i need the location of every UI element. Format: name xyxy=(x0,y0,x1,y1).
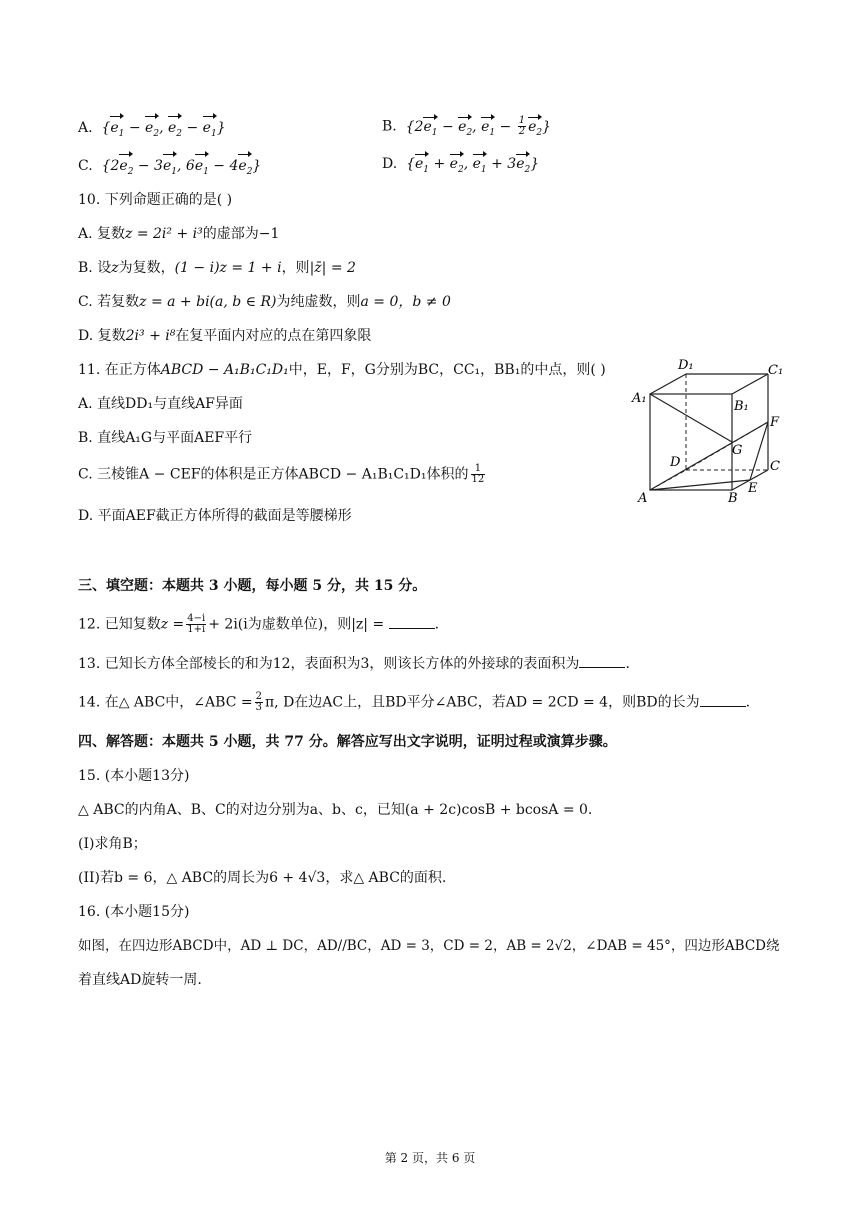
label-c: C xyxy=(770,459,780,474)
label-e: E xyxy=(748,481,758,496)
q10-b-math: (1 − i)z = 1 + i xyxy=(174,260,282,276)
q9-option-b-label: B. xyxy=(382,118,397,135)
q12-z-eq: z = xyxy=(160,616,185,633)
q10-d-prefix: D. 复数 xyxy=(78,328,126,344)
cube-figure xyxy=(630,354,790,512)
q11-c-frac-num: 1 xyxy=(471,464,486,475)
q16-header: 16. (本小题15分) xyxy=(78,904,190,920)
q15-header: 15. (本小题13分) xyxy=(78,768,190,784)
q10-a-prefix: A. 复数 xyxy=(78,226,126,242)
q12-end: . xyxy=(434,616,440,633)
section-3-heading: 三、填空题：本题共 3 小题，每小题 5 分，共 15 分。 xyxy=(78,578,427,594)
label-b: B xyxy=(728,491,738,506)
q10-b-var: z xyxy=(111,260,119,276)
q11-stem-mid: 中，E，F，G分别为BC，CC₁，BB₁的中点，则( ) xyxy=(288,362,606,378)
section-4-heading: 四、解答题：本题共 5 小题，共 77 分。解答应写出文字说明，证明过程或演算步骤。 xyxy=(78,734,617,750)
q10-option-a xyxy=(78,224,279,244)
q15-part2: (II)若b = 6，△ ABC的周长为6 + 4√3，求△ ABC的面积. xyxy=(78,870,447,886)
q10-b-prefix: B. 设 xyxy=(78,260,112,276)
q14-frac-den: 3 xyxy=(255,702,262,713)
q10-c-mid: 为纯虚数，则 xyxy=(276,294,361,310)
q9-option-b-math: {$2e_1 - e_2$, $e_1$ − $\frac{1}{2}$ $e_2$} xyxy=(401,115,552,138)
q10-b-tail: |z̄| = 2 xyxy=(309,260,356,276)
label-c1: C₁ xyxy=(768,363,784,378)
q10-a-suffix: 的虚部为−1 xyxy=(202,226,280,242)
label-d1: D₁ xyxy=(678,358,694,373)
q11-stem-prefix: 11. 在正方体 xyxy=(78,362,161,378)
label-b1: B₁ xyxy=(734,399,749,414)
q10-stem: 10. 下列命题正确的是( ) xyxy=(78,192,233,208)
q11-c-prefix: C. 三棱锥A − CEF的体积是正方体ABCD − A₁B₁C₁D₁体积的 xyxy=(78,466,469,483)
q9-option-c xyxy=(78,156,261,182)
q9-option-b xyxy=(382,116,551,137)
q14-frac-num: 2 xyxy=(255,691,262,702)
q14-prefix: 14. 在△ ABC中，∠ABC = xyxy=(78,694,253,711)
q9-option-a-math: {$e_1 - e_2$, $e_2 - e_1$} xyxy=(97,120,226,136)
label-a: A xyxy=(638,491,648,506)
q9-option-d-math: {$e_1 + e_2$, $e_1 + 3e_2$} xyxy=(401,156,540,175)
q10-option-c xyxy=(78,292,451,312)
q12-frac-num: 4−i xyxy=(187,613,206,624)
q10-a-math: z = 2i² + i³ xyxy=(125,226,203,242)
line-a1g xyxy=(650,394,732,442)
q14 xyxy=(78,692,750,713)
q16-line1: 如图，在四边形ABCD中，AD ⊥ DC，AD//BC，AD = 3，CD = 2，AB = 2√2，∠DAB = 45°，四边形ABCD绕 xyxy=(78,938,780,954)
q10-c-math: z = a + bi(a, b ∈ R) xyxy=(139,294,277,310)
q14-end: . xyxy=(745,694,751,711)
q12-prefix: 12. 已知复数 xyxy=(78,616,161,633)
q10-b-mid1: 为复数， xyxy=(118,260,175,276)
cube-edge-b1c1 xyxy=(732,374,768,394)
label-a1: A₁ xyxy=(632,391,647,406)
q11-option-c xyxy=(78,464,487,485)
q14-answer-blank xyxy=(700,694,746,707)
q10-option-b xyxy=(78,258,356,278)
q12 xyxy=(78,614,439,635)
q9-option-d xyxy=(382,156,539,175)
q15-stem: △ ABC的内角A、B、C的对边分别为a、b、c，已知(a + 2c)cosB + bcosA = 0. xyxy=(78,802,593,818)
q13-end: . xyxy=(625,656,630,672)
q12-suffix: + 2i(i为虚数单位)，则|z| = xyxy=(208,616,389,633)
q10-c-tail: a = 0，b ≠ 0 xyxy=(360,294,451,310)
q10-d-math: 2i³ + i⁸ xyxy=(125,328,176,344)
cube-edge-a1d1 xyxy=(650,374,686,394)
q9-option-a-label: A. xyxy=(78,120,93,136)
label-d: D xyxy=(670,455,681,470)
q16-line2: 着直线AD旋转一周. xyxy=(78,972,202,988)
q11-c-frac-den: 12 xyxy=(471,474,485,485)
q9-option-c-label: C. xyxy=(78,158,93,174)
q9-option-c-math: {$2e_2 - 3e_1$, $6e_1 - 4e_2$} xyxy=(97,158,261,174)
q11-option-a: A. 直线DD₁与直线AF异面 xyxy=(78,396,243,412)
q14-suffix: π, D在边AC上，且BD平分∠ABC，若AD = 2CD = 4，则BD的长为 xyxy=(264,694,700,711)
q13-text: 13. 已知长方体全部棱长的和为12，表面积为3，则该长方体的外接球的表面积为 xyxy=(78,656,580,672)
q11-option-d: D. 平面AEF截正方体所得的截面是等腰梯形 xyxy=(78,508,352,524)
q10-option-d xyxy=(78,326,371,346)
q13-answer-blank xyxy=(579,655,625,668)
page-footer: 第 2 页，共 6 页 xyxy=(384,1151,476,1165)
q10-d-suffix: 在复平面内对应的点在第四象限 xyxy=(175,328,372,344)
q9-option-a xyxy=(78,118,226,144)
q11-cube-name: ABCD − A₁B₁C₁D₁ xyxy=(160,362,289,378)
q11-stem xyxy=(78,360,606,380)
cube-front-face xyxy=(650,394,732,490)
q11-option-b: B. 直线A₁G与平面AEF平行 xyxy=(78,430,253,446)
label-g: G xyxy=(732,443,743,458)
label-f: F xyxy=(770,415,780,430)
q10-c-prefix: C. 若复数 xyxy=(78,294,140,310)
q9-option-d-label: D. xyxy=(382,156,398,172)
q12-answer-blank xyxy=(389,616,435,629)
q10-b-mid2: ，则 xyxy=(281,260,310,276)
q12-frac-den: 1+i xyxy=(187,624,206,635)
q13 xyxy=(78,654,630,674)
q15-part1: (I)求角B； xyxy=(78,836,147,852)
